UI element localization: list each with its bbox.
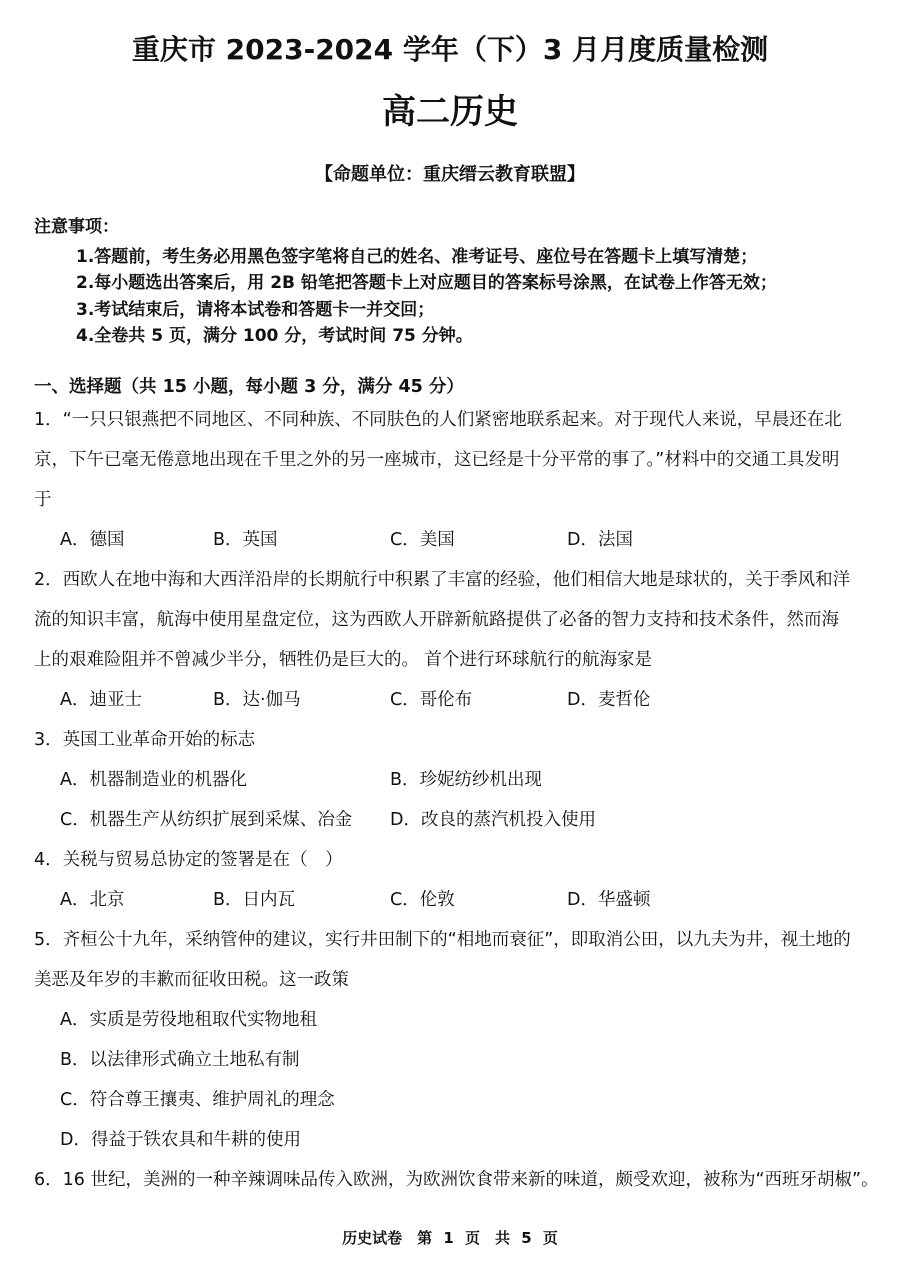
question-1-option-b: B．英国 xyxy=(213,530,278,550)
section-heading: 一、选择题（共 15 小题，每小题 3 分，满分 45 分） xyxy=(34,377,464,397)
question-4-option-d: D．华盛顿 xyxy=(567,890,651,910)
question-5-option-a: A．实质是劳役地租取代实物地租 xyxy=(60,1010,317,1030)
exam-title: 重庆市 2023-2024 学年（下）3 月月度质量检测 xyxy=(131,33,769,66)
question-1-option-d: D．法国 xyxy=(567,530,633,550)
question-5-option-d: D．得益于铁农具和牛耕的使用 xyxy=(60,1130,301,1150)
note-item: 4.全卷共 5 页，满分 100 分，考试时间 75 分钟。 xyxy=(76,326,473,346)
question-2-option-d: D．麦哲伦 xyxy=(567,690,651,710)
question-5-text: 美恶及年岁的丰歉而征收田税。这一政策 xyxy=(34,970,349,990)
page-footer: 历史试卷 第 1 页 共 5 页 xyxy=(342,1229,558,1247)
question-2-option-c: C．哥伦布 xyxy=(390,690,473,710)
notes-heading: 注意事项： xyxy=(34,217,119,237)
question-2-option-a: A．迪亚士 xyxy=(60,690,142,710)
subject-title: 高二历史 xyxy=(382,92,518,132)
question-1-text: 于 xyxy=(34,490,52,510)
question-3-option-d: D．改良的蒸汽机投入使用 xyxy=(390,810,596,830)
question-2-text: 流的知识丰富，航海中使用星盘定位，这为西欧人开辟新航路提供了必备的智力支持和技术条件，然而海 xyxy=(34,610,839,630)
question-1-option-c: C．美国 xyxy=(390,530,455,550)
question-2-text: 上的艰难险阻并不曾减少半分，牺牲仍是巨大的。 首个进行环球航行的航海家是 xyxy=(34,650,653,670)
note-item: 3.考试结束后，请将本试卷和答题卡一并交回； xyxy=(76,300,435,320)
question-2-text: 2．西欧人在地中海和大西洋沿岸的长期航行中积累了丰富的经验，他们相信大地是球状的，关于季风和洋 xyxy=(34,570,851,590)
question-5-option-c: C．符合尊王攘夷、维护周礼的理念 xyxy=(60,1090,335,1110)
question-4-option-b: B．日内瓦 xyxy=(213,890,296,910)
issuing-unit: 【命题单位：重庆缙云教育联盟】 xyxy=(315,164,585,185)
note-item: 1.答题前，考生务必用黑色签字笔将自己的姓名、准考证号、座位号在答题卡上填写清楚； xyxy=(76,247,758,267)
question-1-option-a: A．德国 xyxy=(60,530,125,550)
question-3-option-c: C．机器生产从纺织扩展到采煤、冶金 xyxy=(60,810,353,830)
question-4-text: 4．关税与贸易总协定的签署是在（ ） xyxy=(34,850,343,870)
question-1-text: 1．“一只只银燕把不同地区、不同种族、不同肤色的人们紧密地联系起来。对于现代人来说，早晨还在北 xyxy=(34,410,842,430)
question-2-option-b: B．达·伽马 xyxy=(213,690,301,710)
question-4-option-c: C．伦敦 xyxy=(390,890,455,910)
question-6-text: 6．16 世纪，美洲的一种辛辣调味品传入欧洲，为欧洲饮食带来新的味道，颇受欢迎，被称为“西班牙胡椒”。 xyxy=(34,1170,879,1190)
question-3-text: 3．英国工业革命开始的标志 xyxy=(34,730,256,750)
question-5-option-b: B．以法律形式确立土地私有制 xyxy=(60,1050,300,1070)
question-4-option-a: A．北京 xyxy=(60,890,125,910)
question-3-option-a: A．机器制造业的机器化 xyxy=(60,770,247,790)
question-5-text: 5．齐桓公十九年，采纳管仲的建议，实行井田制下的“相地而衰征”，即取消公田，以九夫为井，视土地的 xyxy=(34,930,851,950)
question-1-text: 京，下午已毫无倦意地出现在千里之外的另一座城市，这已经是十分平常的事了。”材料中的交通工具发明 xyxy=(34,450,840,470)
note-item: 2.每小题选出答案后，用 2B 铅笔把答题卡上对应题目的答案标号涂黑，在试卷上作答无效； xyxy=(76,273,777,293)
question-3-option-b: B．珍妮纺纱机出现 xyxy=(390,770,543,790)
